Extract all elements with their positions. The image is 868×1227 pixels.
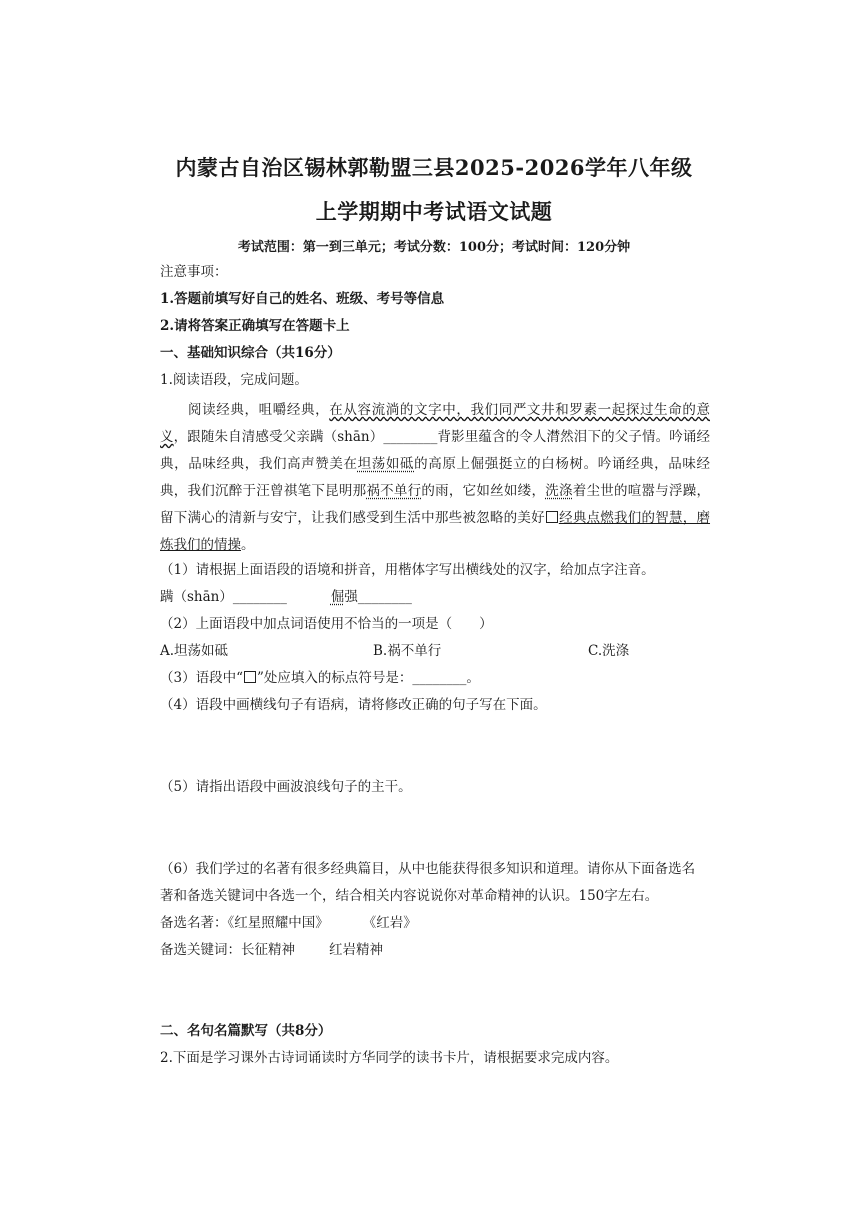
book-2: 《红岩》: [362, 915, 417, 931]
subquestion-3: （3）语段中“ ”处应填入的标点符号是：________。: [160, 670, 480, 686]
notice-item-2: 2.请将答案正确填写在答题卡上: [160, 318, 350, 334]
notice-item-1: 1.答题前填写好自己的姓名、班级、考号等信息: [160, 291, 445, 307]
subquestion-2: （2）上面语段中加点词语使用不恰当的一项是（ ）: [160, 616, 493, 632]
candidate-books: 备选名著：《红星照耀中国》 《红岩》: [160, 915, 417, 931]
subquestion-6-line2: 著和备选关键词中各选一个，结合相关内容说说你对革命精神的认识。150字左右。: [160, 888, 659, 904]
question1-intro: 1.阅读语段，完成问题。: [160, 372, 308, 388]
blank-box-icon: [244, 671, 256, 683]
blank-shan: 蹒（shān）________: [160, 589, 287, 605]
subquestion-5: （5）请指出语段中画波浪线句子的主干。: [160, 779, 412, 795]
subquestion-4: （4）语段中画横线句子有语病，请将修改正确的句子写在下面。: [160, 697, 547, 713]
dotted-char-jue: 倔: [330, 589, 345, 605]
dotted-word-2: 祸不单行: [366, 483, 422, 499]
dotted-word-1: 坦荡如砥: [357, 456, 415, 472]
wavy-underlined-sentence: 在从容流淌的文字中，我们同严文井和罗素一起探过生命的意义: [160, 402, 710, 445]
option-c: C.洗涤: [588, 643, 630, 659]
option-a: A.坦荡如砥: [160, 643, 229, 659]
keyword-2: 红岩精神: [329, 942, 383, 958]
question2-intro: 2.下面是学习课外古诗词诵读时方华同学的读书卡片，请根据要求完成内容。: [160, 1050, 619, 1066]
exam-meta: 考试范围：第一到三单元；考试分数：100分；考试时间：120分钟: [237, 240, 631, 255]
blank-jue: 强________: [344, 589, 412, 605]
section1-heading: 一、基础知识综合（共16分）: [160, 345, 341, 361]
dotted-word-3: 洗涤: [545, 483, 573, 499]
subquestion-6-line1: （6）我们学过的名著有很多经典篇目，从中也能获得很多知识和道理。请你从下面备选名: [160, 861, 696, 877]
option-b: B.祸不单行: [373, 643, 442, 659]
section2-heading: 二、名句名篇默写（共8分）: [160, 1023, 332, 1039]
subquestion-1-blanks: [160, 587, 710, 607]
reading-passage: 阅读经典，咀嚼经典，在从容流淌的文字中，我们同严文井和罗素一起探过生命的意义，跟随朱自清感受父亲蹒（shān）________背影里蕴含的令人潸然泪下的父子情。吟诵经典，品味经典，我们高声赞美在坦荡如砥的高原上倔强挺立的白杨树。吟诵经典，品味经典，我们沉醉于汪曾祺笔下昆明那祸不单行的雨，它如丝如缕，洗涤着尘世的喧嚣与浮躁，留下满心的清新与安宁，让我们感受到生活中那些被忽略的美好 经典点燃我们的智慧，磨炼我们的情操。: [160, 402, 711, 553]
book-1: 《红星照耀中国》: [227, 915, 329, 931]
exam-title-line2: 上学期期中考试语文试题: [315, 199, 553, 224]
notice-heading: 注意事项：: [160, 264, 228, 280]
subquestion-2-options: [160, 641, 710, 661]
underlined-sentence: 经典点燃我们的智慧，磨炼我们的情操: [160, 510, 711, 553]
candidate-keywords: 备选关键词：长征精神 红岩精神: [160, 942, 383, 958]
subquestion-1: （1）请根据上面语段的语境和拼音，用楷体字写出横线处的汉字，给加点字注音。: [160, 562, 655, 578]
exam-title-line1: 内蒙古自治区锡林郭勒盟三县2025-2026学年八年级: [175, 155, 693, 180]
keyword-1: 长征精神: [241, 942, 295, 958]
blank-box-icon: [546, 511, 558, 523]
